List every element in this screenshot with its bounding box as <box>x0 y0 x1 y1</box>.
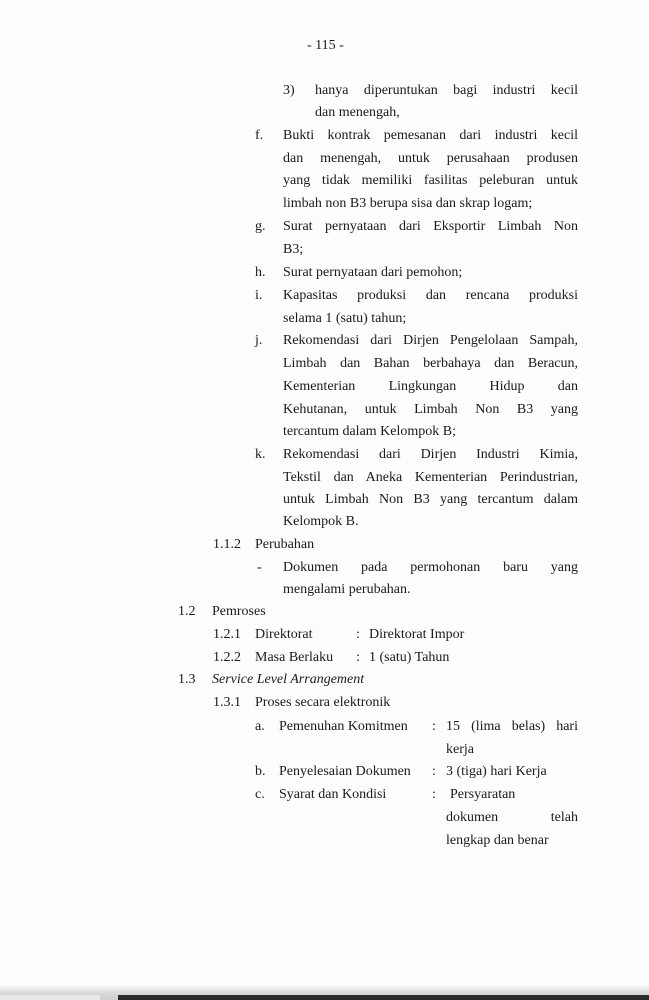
row-value: lengkap dan benar <box>446 833 549 848</box>
list-text: Bukti kontrak pemesanan dari industri kecil <box>283 128 578 143</box>
list-text: Kapasitas produksi dan rencana produksi <box>283 288 578 303</box>
row-value: 1 (satu) Tahun <box>369 650 450 665</box>
list-text: limbah non B3 berupa sisa dan skrap logam; <box>283 196 533 211</box>
list-text: Surat pernyataan dari pemohon; <box>283 265 463 280</box>
section-number: 1.2 <box>178 604 196 619</box>
list-text: yang tidak memiliki fasilitas peleburan untuk <box>283 173 578 188</box>
row-label: Penyelesaian Dokumen <box>279 764 411 779</box>
list-label: g. <box>255 219 266 234</box>
row-value: Persyaratan <box>450 787 516 802</box>
colon: : <box>432 764 436 779</box>
list-label: i. <box>255 288 263 303</box>
section-number: 1.1.2 <box>213 537 241 552</box>
row-label: Pemenuhan Komitmen <box>279 719 408 734</box>
section-title: Service Level Arrangement <box>212 672 365 687</box>
section-title: Proses secara elektronik <box>255 695 391 710</box>
row-label: Direktorat <box>255 627 313 642</box>
row-value: 3 (tiga) hari Kerja <box>446 764 547 779</box>
list-text: untuk Limbah Non B3 yang tercantum dalam <box>283 492 578 507</box>
list-text: Rekomendasi dari Dirjen Industri Kimia, <box>283 447 578 462</box>
list-label: a. <box>255 719 265 734</box>
list-text: hanya diperuntukan bagi industri kecil <box>315 83 578 98</box>
list-label: c. <box>255 787 265 802</box>
list-label: h. <box>255 265 266 280</box>
page-number: - 115 - <box>307 38 344 53</box>
colon: : <box>356 650 360 665</box>
section-number: 1.2.1 <box>213 627 241 642</box>
list-text: Kehutanan, untuk Limbah Non B3 yang <box>283 402 578 417</box>
list-text: mengalami perubahan. <box>283 582 411 597</box>
list-text: dan menengah, <box>315 105 400 120</box>
row-value: dokumen telah <box>446 810 578 825</box>
list-text: selama 1 (satu) tahun; <box>283 311 407 326</box>
list-text: Limbah dan Bahan berbahaya dan Beracun, <box>283 356 578 371</box>
list-text: tercantum dalam Kelompok B; <box>283 424 457 439</box>
list-label: k. <box>255 447 266 462</box>
scan-edge-bar <box>118 995 649 1000</box>
list-text: Surat pernyataan dari Eksportir Limbah Non <box>283 219 578 234</box>
row-label: Syarat dan Kondisi <box>279 787 387 802</box>
list-label: 3) <box>283 83 295 98</box>
section-title: Perubahan <box>255 537 315 552</box>
list-text: Tekstil dan Aneka Kementerian Perindustrian, <box>283 470 578 485</box>
section-number: 1.3.1 <box>213 695 241 710</box>
colon: : <box>432 719 436 734</box>
bullet: - <box>257 560 262 575</box>
list-text: Dokumen pada permohonan baru yang <box>283 560 578 575</box>
list-text: dan menengah, untuk perusahaan produsen <box>283 151 578 166</box>
list-text: Kementerian Lingkungan Hidup dan <box>283 379 578 394</box>
list-label: f. <box>255 128 264 143</box>
list-label: j. <box>255 333 263 348</box>
colon: : <box>432 787 436 802</box>
row-value: 15 (lima belas) hari <box>446 719 578 734</box>
row-value: kerja <box>446 742 474 757</box>
colon: : <box>356 627 360 642</box>
scan-edge-mark <box>0 995 100 1000</box>
section-title: Pemroses <box>212 604 266 619</box>
section-number: 1.3 <box>178 672 196 687</box>
list-text: Rekomendasi dari Dirjen Pengelolaan Sampah, <box>283 333 578 348</box>
list-label: b. <box>255 764 266 779</box>
row-label: Masa Berlaku <box>255 650 334 665</box>
list-text: Kelompok B. <box>283 514 359 529</box>
row-value: Direktorat Impor <box>369 627 465 642</box>
section-number: 1.2.2 <box>213 650 241 665</box>
list-text: B3; <box>283 242 304 257</box>
